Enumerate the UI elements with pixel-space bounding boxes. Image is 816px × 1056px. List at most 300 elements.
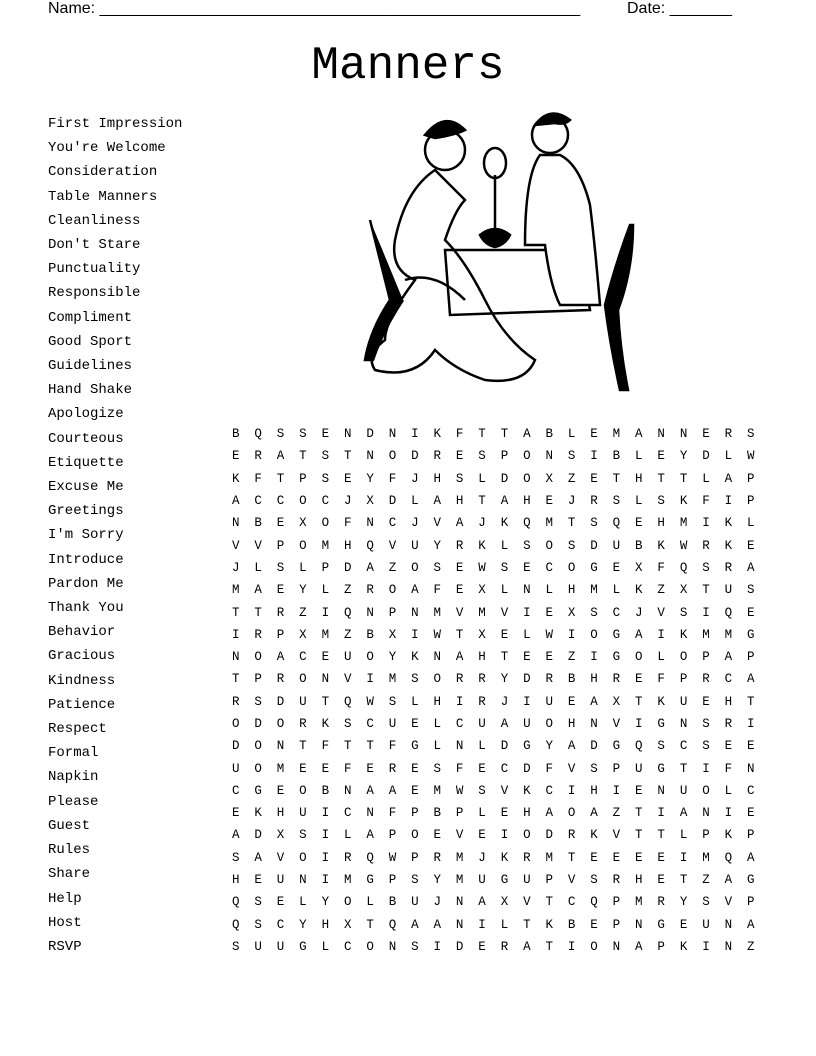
grid-letter: D (388, 494, 397, 509)
grid-letter: S (746, 583, 755, 598)
grid-letter: P (612, 895, 621, 910)
grid-letter: O (523, 449, 531, 464)
word-list-item: Courteous (48, 430, 124, 447)
grid-letter: U (523, 873, 531, 888)
grid-letter: E (590, 917, 598, 932)
grid-letter: E (746, 739, 755, 754)
grid-letter: T (343, 739, 352, 754)
grid-letter: H (590, 783, 598, 798)
grid-letter: I (612, 783, 621, 798)
grid-letter: W (478, 560, 486, 575)
grid-letter: I (321, 806, 330, 821)
grid-letter: N (612, 939, 621, 954)
grid-letter: V (343, 672, 352, 687)
grid-letter: A (411, 917, 419, 932)
grid-letter: Y (321, 895, 330, 910)
grid-letter: J (635, 605, 643, 620)
grid-letter: S (411, 672, 419, 687)
grid-letter: N (299, 873, 307, 888)
grid-letter: U (411, 538, 419, 553)
grid-letter: I (702, 761, 710, 776)
word-list-item: Cleanliness (48, 212, 141, 229)
grid-letter: E (635, 672, 643, 687)
word-list-item: Share (48, 866, 91, 883)
word-list-item: Host (48, 914, 82, 931)
grid-letter: N (724, 939, 733, 954)
grid-letter: G (366, 873, 374, 888)
grid-letter: R (254, 627, 262, 642)
grid-letter: A (388, 783, 397, 798)
grid-letter: I (366, 672, 374, 687)
grid-letter: L (724, 783, 733, 798)
grid-letter: T (299, 449, 307, 464)
word-list-item: Guidelines (48, 358, 133, 375)
grid-letter: S (702, 739, 710, 754)
grid-letter: S (321, 471, 330, 486)
grid-letter: S (299, 427, 307, 442)
grid-letter: I (523, 605, 531, 620)
grid-letter: H (567, 717, 576, 731)
grid-letter: E (702, 694, 710, 709)
grid-letter: P (276, 538, 285, 553)
grid-row (232, 490, 769, 512)
grid-letter: A (455, 516, 464, 531)
grid-letter: Q (388, 917, 397, 932)
grid-letter: K (321, 717, 330, 731)
grid-letter: E (232, 806, 240, 821)
grid-letter: L (545, 583, 553, 598)
grid-letter: N (635, 917, 643, 932)
grid-letter: R (590, 494, 598, 509)
grid-letter: E (657, 449, 665, 464)
grid-letter: L (321, 583, 330, 598)
grid-letter: P (321, 560, 330, 575)
grid-letter: K (724, 516, 733, 531)
word-list-item: Consideration (48, 164, 158, 181)
grid-letter: D (500, 739, 509, 754)
grid-letter: Q (343, 694, 352, 709)
grid-letter: S (500, 560, 509, 575)
grid-letter: A (366, 828, 374, 843)
grid-letter: D (254, 717, 262, 731)
word-list-item: Rules (48, 842, 91, 859)
grid-letter: C (500, 761, 509, 776)
grid-letter: I (321, 605, 330, 620)
grid-letter: F (254, 471, 262, 486)
grid-letter: I (590, 650, 598, 665)
grid-letter: Q (523, 516, 531, 531)
grid-letter: R (545, 672, 553, 687)
grid-letter: H (433, 694, 442, 709)
grid-letter: M (321, 627, 330, 642)
grid-letter: L (567, 427, 576, 442)
grid-row (232, 579, 769, 601)
grid-letter: G (657, 917, 665, 932)
grid-letter: N (455, 895, 464, 910)
grid-letter: E (545, 605, 553, 620)
grid-letter: K (523, 783, 531, 798)
grid-letter: Q (612, 516, 621, 531)
grid-letter: L (500, 583, 509, 598)
grid-letter: K (478, 538, 486, 553)
grid-letter: S (343, 717, 352, 731)
grid-letter: T (478, 494, 486, 509)
grid-letter: G (746, 873, 755, 888)
grid-letter: M (545, 850, 553, 865)
grid-letter: Y (433, 873, 442, 888)
grid-letter: E (321, 427, 330, 442)
grid-letter: N (343, 427, 352, 442)
grid-letter: N (388, 427, 397, 442)
grid-letter: N (366, 516, 374, 531)
grid-letter: I (411, 627, 419, 642)
grid-letter: I (433, 939, 442, 954)
grid-letter: A (433, 917, 442, 932)
grid-letter: O (411, 828, 419, 843)
grid-letter: A (500, 494, 509, 509)
grid-letter: C (276, 494, 285, 509)
grid-letter: S (746, 427, 755, 442)
grid-letter: K (590, 828, 598, 843)
grid-letter: S (254, 917, 262, 932)
grid-letter: A (746, 917, 755, 932)
grid-letter: Z (343, 627, 352, 642)
grid-letter: T (702, 583, 710, 598)
grid-letter: Z (567, 650, 576, 665)
grid-letter: F (433, 583, 442, 598)
grid-letter: N (232, 516, 240, 531)
grid-letter: J (343, 494, 352, 509)
grid-letter: I (567, 939, 576, 954)
grid-letter: P (657, 939, 665, 954)
word-list-item: Compliment (48, 309, 133, 326)
grid-letter: B (366, 627, 374, 642)
grid-letter: P (254, 672, 262, 687)
grid-letter: E (746, 605, 755, 620)
grid-letter: I (657, 627, 665, 642)
grid-letter: W (455, 783, 464, 798)
grid-letter: N (433, 650, 442, 665)
grid-letter: W (545, 627, 553, 642)
grid-letter: K (724, 538, 733, 553)
grid-letter: E (321, 650, 330, 665)
grid-letter: X (545, 471, 553, 486)
grid-letter: A (455, 650, 464, 665)
grid-letter: I (523, 694, 531, 709)
grid-letter: I (321, 828, 330, 843)
grid-letter: N (657, 427, 665, 442)
grid-letter: S (567, 449, 576, 464)
grid-letter: A (679, 806, 688, 821)
grid-letter: C (299, 650, 307, 665)
grid-letter: H (635, 873, 643, 888)
grid-letter: X (276, 828, 285, 843)
grid-letter: F (343, 761, 352, 776)
grid-letter: F (343, 516, 352, 531)
grid-letter: E (343, 471, 352, 486)
grid-letter: E (455, 560, 464, 575)
grid-letter: Z (657, 583, 665, 598)
grid-letter: R (276, 605, 285, 620)
grid-letter: O (590, 627, 598, 642)
grid-letter: B (567, 917, 576, 932)
grid-letter: K (679, 494, 688, 509)
grid-letter: C (567, 895, 576, 910)
grid-letter: N (455, 739, 464, 754)
grid-letter: R (612, 672, 621, 687)
grid-letter: H (523, 494, 531, 509)
grid-letter: X (500, 895, 509, 910)
grid-row (232, 891, 769, 913)
grid-letter: O (388, 449, 397, 464)
grid-letter: C (276, 917, 285, 932)
grid-letter: I (590, 449, 598, 464)
grid-row (232, 780, 769, 802)
grid-letter: I (455, 694, 464, 709)
grid-letter: S (702, 560, 710, 575)
grid-letter: L (321, 939, 330, 954)
grid-letter: U (276, 873, 285, 888)
grid-letter: Z (567, 471, 576, 486)
grid-letter: W (366, 694, 374, 709)
grid-letter: H (321, 917, 330, 932)
grid-letter: R (455, 538, 464, 553)
grid-letter: E (590, 850, 598, 865)
word-list-item: Guest (48, 817, 91, 834)
grid-letter: V (276, 850, 285, 865)
grid-letter: P (388, 828, 397, 843)
grid-letter: H (590, 672, 598, 687)
grid-letter: H (724, 694, 733, 709)
grid-letter: V (500, 783, 509, 798)
grid-letter: U (232, 761, 240, 776)
grid-letter: M (702, 850, 710, 865)
grid-letter: O (433, 672, 442, 687)
grid-letter: I (746, 717, 755, 731)
grid-letter: X (567, 605, 576, 620)
grid-letter: L (366, 895, 374, 910)
grid-letter: A (590, 694, 598, 709)
grid-letter: F (702, 494, 710, 509)
grid-letter: P (411, 806, 419, 821)
word-list-item: Good Sport (48, 333, 133, 350)
grid-letter: D (276, 694, 285, 709)
grid-letter: C (612, 605, 621, 620)
grid-letter: C (232, 783, 240, 798)
grid-letter: P (299, 471, 307, 486)
grid-letter: O (567, 560, 576, 575)
word-list-item: Responsible (48, 285, 141, 302)
grid-letter: N (321, 672, 330, 687)
grid-letter: U (388, 717, 397, 731)
grid-letter: Q (343, 605, 352, 620)
grid-letter: S (433, 560, 442, 575)
grid-letter: T (545, 895, 553, 910)
grid-letter: K (500, 850, 509, 865)
grid-letter: K (635, 583, 643, 598)
grid-letter: D (343, 560, 352, 575)
page-title: Manners (311, 40, 505, 92)
grid-letter: R (567, 828, 576, 843)
grid-letter: S (612, 494, 621, 509)
grid-letter: T (679, 873, 688, 888)
grid-letter: B (232, 427, 240, 442)
grid-letter: O (276, 717, 285, 731)
grid-letter: L (433, 739, 442, 754)
grid-letter: P (388, 873, 397, 888)
grid-letter: O (232, 717, 240, 731)
grid-letter: N (679, 427, 688, 442)
grid-letter: A (724, 873, 733, 888)
grid-letter: K (545, 917, 553, 932)
grid-letter: B (545, 427, 553, 442)
grid-letter: S (433, 761, 442, 776)
grid-letter: C (746, 783, 755, 798)
word-list-item: Thank You (48, 600, 124, 617)
grid-letter: P (455, 806, 464, 821)
grid-letter: O (299, 672, 307, 687)
grid-letter: L (523, 627, 531, 642)
grid-letter: G (746, 627, 755, 642)
grid-letter: P (276, 627, 285, 642)
grid-letter: U (343, 650, 352, 665)
grid-letter: M (388, 672, 397, 687)
grid-letter: C (455, 717, 464, 731)
grid-letter: V (455, 605, 464, 620)
grid-letter: O (635, 650, 643, 665)
grid-letter: D (702, 449, 710, 464)
grid-letter: V (724, 895, 733, 910)
grid-letter: Z (299, 605, 307, 620)
grid-letter: C (388, 516, 397, 531)
grid-letter: M (276, 761, 285, 776)
grid-letter: G (590, 560, 598, 575)
grid-letter: A (433, 494, 442, 509)
grid-letter: L (500, 538, 509, 553)
grid-letter: M (433, 605, 442, 620)
word-list-item: Hand Shake (48, 382, 133, 399)
grid-letter: D (254, 828, 262, 843)
grid-letter: S (232, 939, 240, 954)
grid-letter: H (433, 471, 442, 486)
grid-letter: B (635, 538, 643, 553)
grid-letter: K (433, 427, 442, 442)
grid-letter: S (388, 694, 397, 709)
grid-letter: Z (612, 806, 621, 821)
grid-letter: S (321, 449, 330, 464)
grid-letter: H (657, 516, 665, 531)
word-list-item: First Impression (48, 116, 183, 132)
grid-letter: P (746, 494, 755, 509)
grid-letter: A (746, 560, 755, 575)
grid-letter: Y (388, 650, 397, 665)
grid-letter: Q (232, 917, 240, 932)
grid-letter: O (523, 471, 531, 486)
grid-letter: D (366, 427, 374, 442)
grid-letter: C (321, 494, 330, 509)
grid-letter: I (679, 850, 688, 865)
grid-row (232, 869, 769, 891)
word-list-item: You're Welcome (48, 140, 166, 157)
grid-letter: N (657, 783, 665, 798)
grid-letter: C (343, 939, 352, 954)
grid-letter: T (500, 650, 509, 665)
grid-letter: D (545, 828, 553, 843)
dining-couple-illustration (345, 105, 650, 395)
word-list-item: Napkin (48, 769, 99, 786)
grid-row (232, 512, 769, 534)
grid-letter: R (455, 672, 464, 687)
grid-letter: E (545, 650, 553, 665)
grid-letter: Z (702, 873, 710, 888)
grid-letter: E (500, 806, 509, 821)
grid-letter: D (523, 672, 531, 687)
grid-letter: D (411, 449, 419, 464)
grid-letter: J (411, 471, 419, 486)
grid-letter: G (500, 873, 509, 888)
grid-letter: A (724, 471, 733, 486)
grid-letter: G (523, 739, 531, 754)
word-list-item: Punctuality (48, 261, 141, 278)
grid-letter: M (545, 516, 553, 531)
grid-letter: E (276, 783, 285, 798)
grid-letter: D (590, 538, 598, 553)
grid-letter: A (366, 783, 374, 798)
grid-letter: R (478, 694, 486, 709)
grid-letter: Q (366, 850, 374, 865)
grid-letter: E (411, 783, 419, 798)
grid-letter: D (232, 739, 240, 754)
grid-letter: P (746, 471, 755, 486)
grid-letter: B (433, 806, 442, 821)
grid-letter: B (321, 783, 330, 798)
grid-letter: M (590, 583, 598, 598)
grid-letter: N (455, 917, 464, 932)
grid-letter: S (679, 605, 688, 620)
grid-letter: M (343, 873, 352, 888)
grid-letter: N (746, 761, 755, 776)
grid-letter: W (388, 850, 397, 865)
grid-letter: B (567, 672, 576, 687)
grid-letter: M (612, 427, 621, 442)
grid-letter: T (321, 694, 330, 709)
grid-letter: S (232, 850, 240, 865)
grid-letter: N (702, 806, 710, 821)
grid-letter: S (478, 783, 486, 798)
word-list-item: Etiquette (48, 454, 124, 471)
grid-letter: Y (545, 739, 553, 754)
grid-letter: U (299, 694, 307, 709)
grid-letter: S (590, 873, 598, 888)
grid-letter: I (478, 917, 486, 932)
grid-letter: E (657, 850, 665, 865)
grid-letter: V (657, 605, 665, 620)
grid-letter: C (545, 560, 553, 575)
grid-row (232, 534, 769, 556)
grid-letter: R (299, 717, 307, 731)
grid-letter: N (343, 783, 352, 798)
grid-letter: T (276, 471, 285, 486)
grid-letter: R (724, 560, 733, 575)
grid-row (232, 691, 769, 713)
grid-letter: X (635, 560, 643, 575)
grid-letter: L (411, 694, 419, 709)
grid-letter: N (366, 605, 374, 620)
grid-letter: E (478, 828, 486, 843)
grid-letter: F (388, 739, 397, 754)
grid-letter: V (500, 605, 509, 620)
grid-letter: S (702, 717, 710, 731)
